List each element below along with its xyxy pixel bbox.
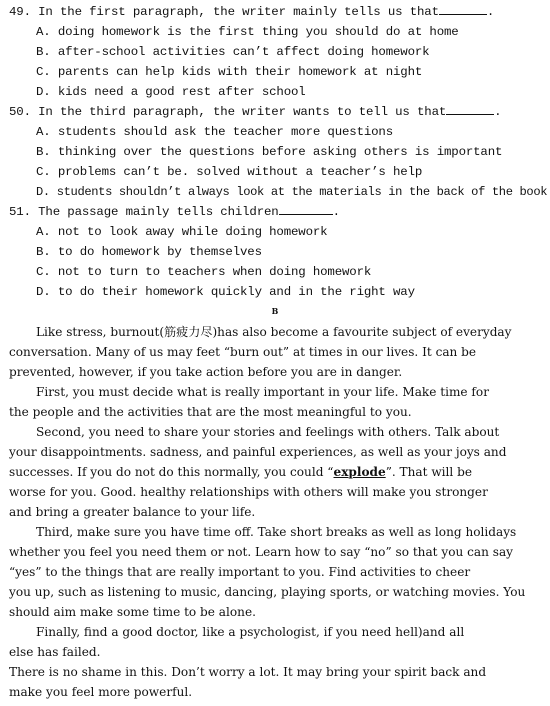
passage-line-11: Third, make sure you have time off. Take short breaks as well as long holidays	[36, 525, 517, 539]
passage-line-5: the people and the activities that are the most meaningful to you.	[9, 405, 412, 419]
passage-line-17: else has failed.	[9, 645, 101, 659]
passage-line-9: worse for you. Good. healthy relationships with others will make you stronger	[9, 485, 488, 499]
question-50-text: 50. In the third paragraph, the writer wants to tell us that	[9, 105, 447, 119]
option-49-d: D. kids need a good rest after school	[36, 85, 306, 99]
option-50-a: A. students should ask the teacher more questions	[36, 125, 393, 139]
question-49-period: .	[486, 5, 495, 19]
passage-line-12: whether you feel you need them or not. Learn how to say “no” so that you can say	[9, 545, 513, 559]
emphasized-word: explode	[333, 465, 386, 479]
option-50-b: B. thinking over the questions before asking others is important	[36, 145, 503, 159]
passage-line-10: and bring a greater balance to your life.	[9, 505, 256, 519]
answer-blank-50	[446, 102, 494, 115]
option-50-d: D. students shouldn’t always look at the materials in the back of the book	[36, 185, 548, 199]
passage-line-6: Second, you need to share your stories and feelings with others. Talk about	[36, 425, 500, 439]
option-49-a: A. doing homework is the first thing you should do at home	[36, 25, 459, 39]
question-50-period: .	[494, 105, 502, 119]
question-51-stem	[9, 202, 340, 222]
option-50-c: C. problems can’t be. solved without a teacher’s help	[36, 165, 423, 179]
option-51-c: C. not to turn to teachers when doing homework	[36, 265, 372, 279]
option-49-c: C. parents can help kids with their homework at night	[36, 65, 423, 79]
question-49-stem	[9, 2, 494, 22]
question-51-period: .	[332, 205, 340, 219]
passage-line-13: “yes” to the things that are really important to you. Find activities to cheer	[9, 565, 471, 579]
passage-line-19: make you feel more powerful.	[9, 685, 193, 699]
passage-line-8-end: ”. That will be	[385, 465, 473, 479]
option-51-d: D. to do their homework quickly and in the right way	[36, 285, 415, 299]
option-51-a: A. not to look away while doing homework	[36, 225, 328, 239]
passage-line-8-start: successes. If you do not do this normally, you could “	[9, 465, 334, 479]
question-49-text: 49. In the first paragraph, the writer mainly tells us that	[9, 5, 439, 19]
question-50-stem	[9, 102, 501, 122]
passage-line-14: you up, such as listening to music, dancing, playing sports, or watching movies. You	[9, 585, 526, 599]
passage-line-8	[9, 462, 472, 482]
option-51-b: B. to do homework by themselves	[36, 245, 262, 259]
option-49-b: B. after-school activities can’t affect doing homework	[36, 45, 430, 59]
question-51-text: 51. The passage mainly tells children	[9, 205, 279, 219]
passage-line-4: First, you must decide what is really important in your life. Make time for	[36, 385, 489, 399]
answer-blank-49	[439, 2, 487, 15]
passage-line-3: prevented, however, if you take action before you are in danger.	[9, 365, 403, 379]
passage-line-18: There is no shame in this. Don’t worry a lot. It may bring your spirit back and	[9, 665, 487, 679]
passage-line-2: conversation. Many of us may feet “burn out” at times in our lives. It can be	[9, 345, 477, 359]
passage-line-7: your disappointments. sadness, and painful experiences, as well as your joys and	[9, 445, 507, 459]
passage-line-15: should aim make some time to be alone.	[9, 605, 256, 619]
answer-blank-51	[279, 202, 333, 215]
passage-line-1: Like stress, burnout(筋疲力尽)has also become a favourite subject of everyday	[36, 325, 512, 339]
section-heading: B	[271, 307, 279, 316]
passage-line-16: Finally, find a good doctor, like a psychologist, if you need hell)and all	[36, 625, 465, 639]
